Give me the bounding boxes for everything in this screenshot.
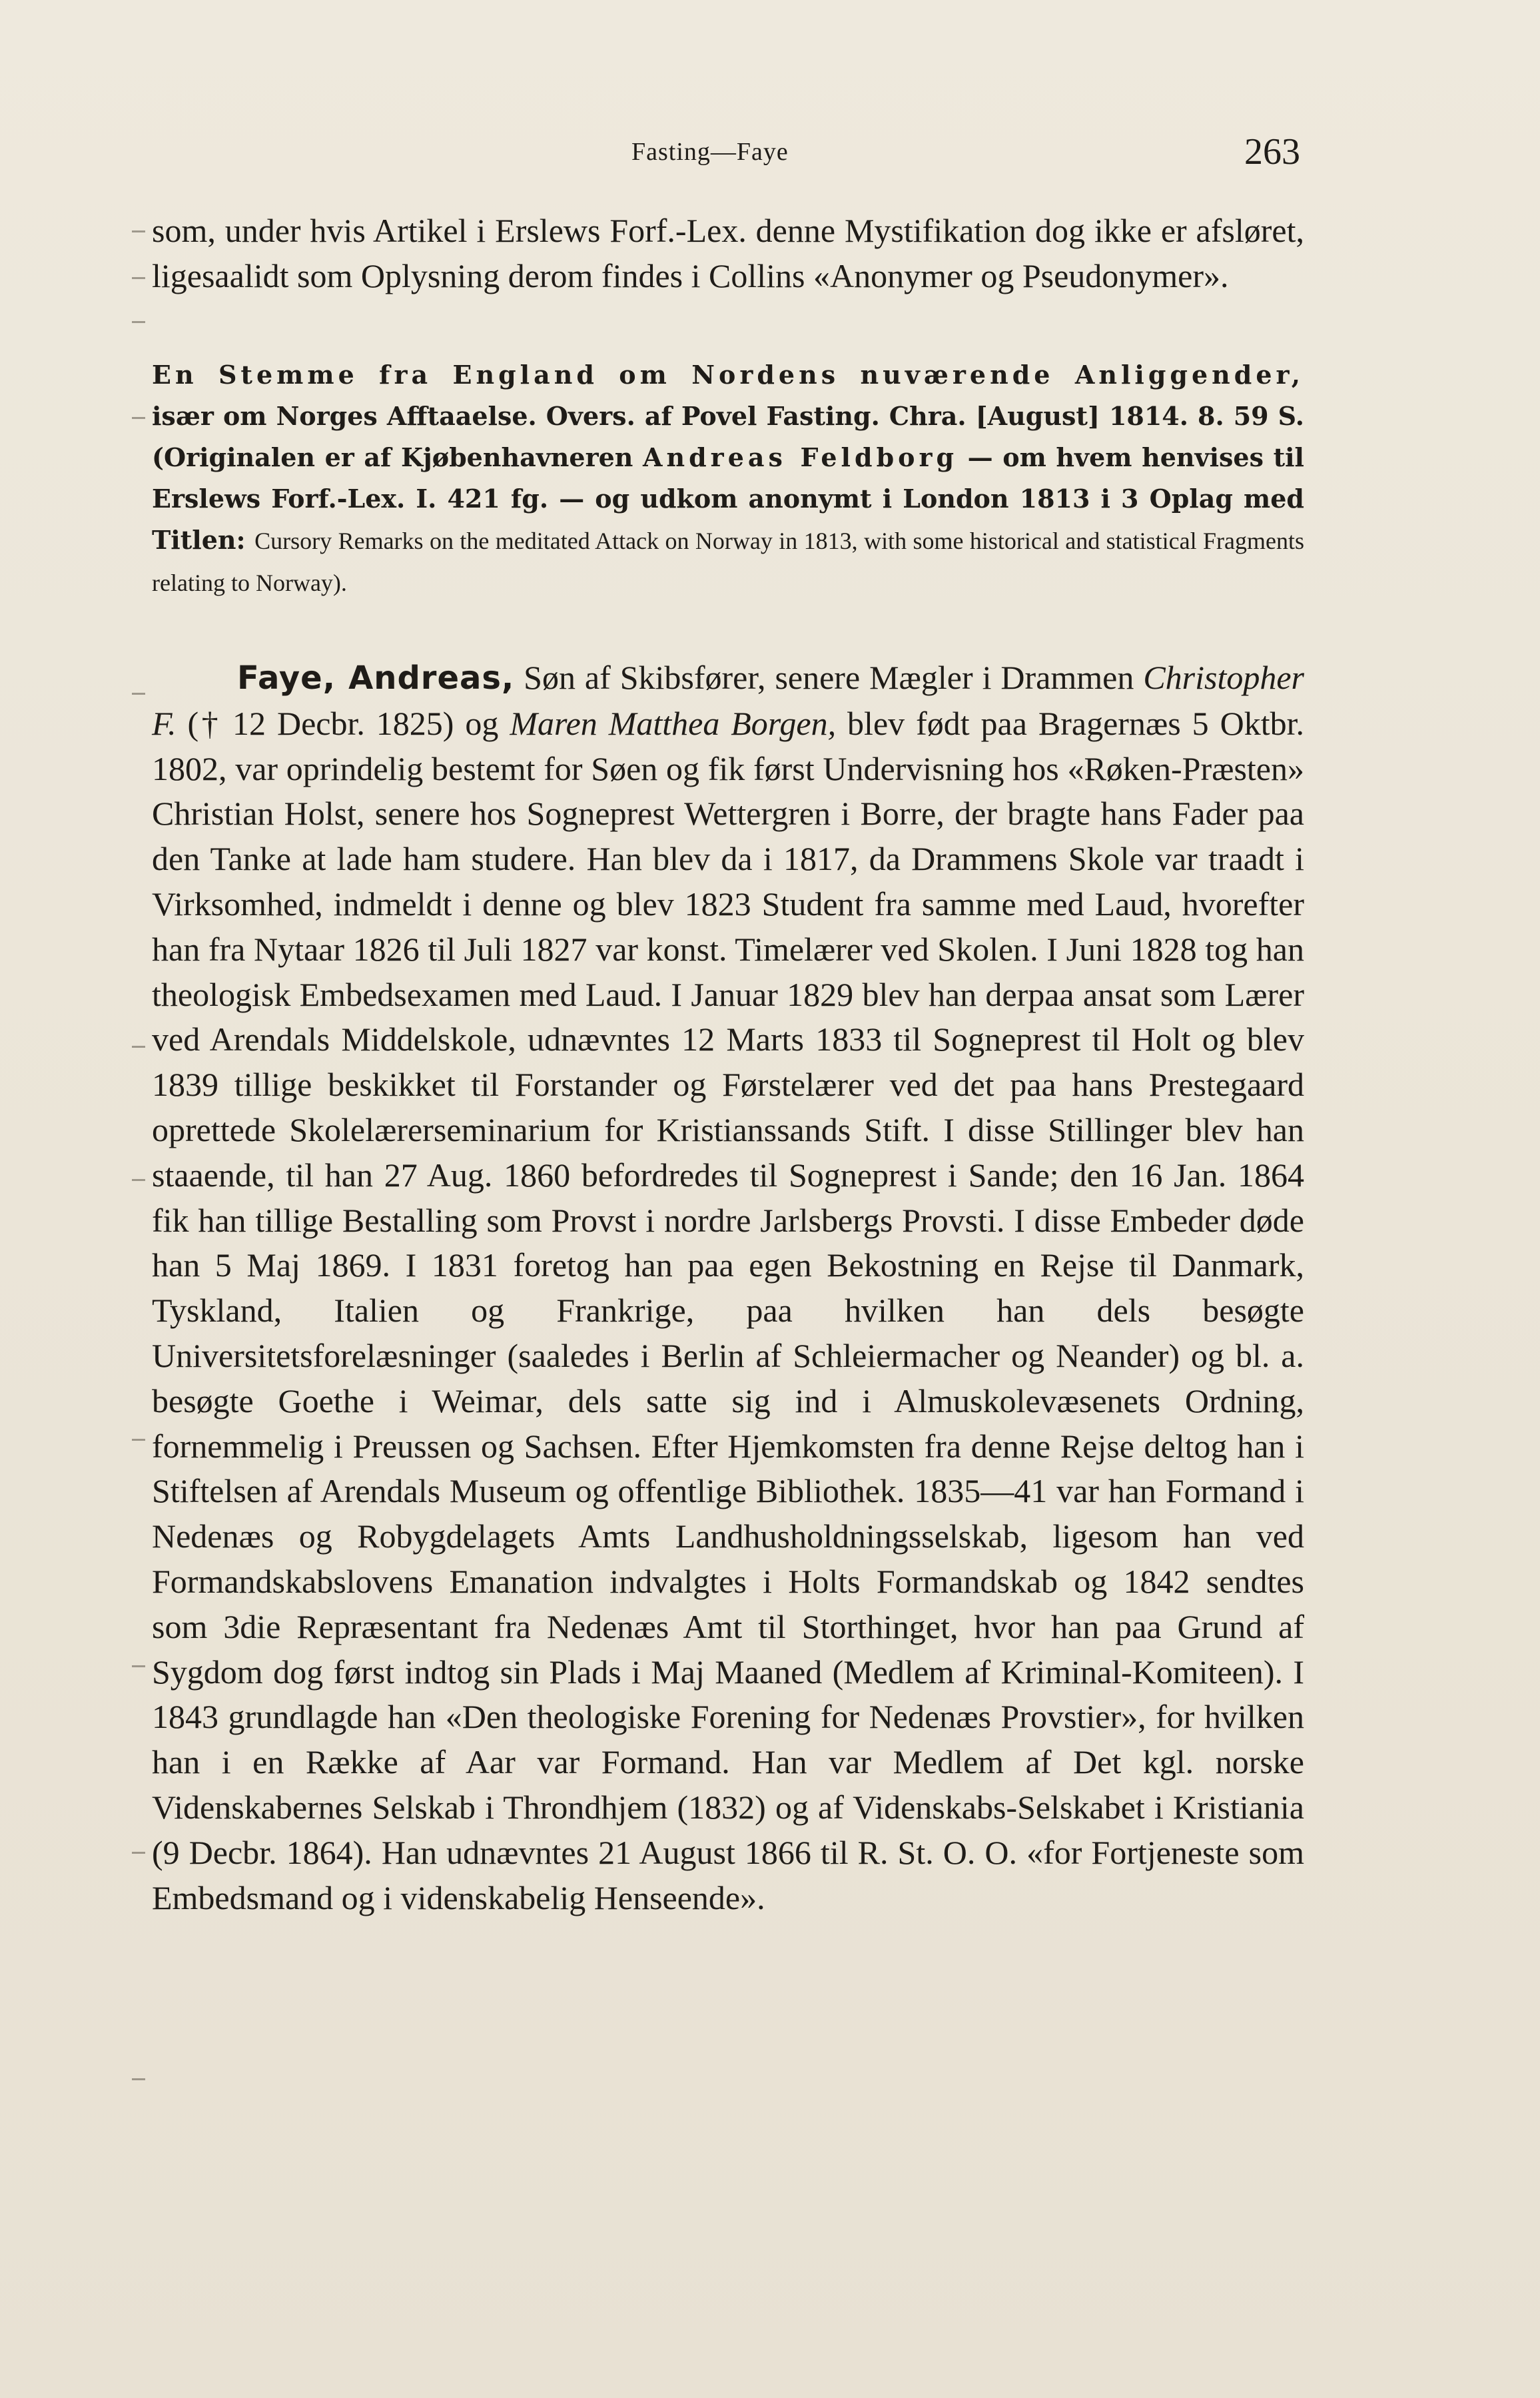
- running-head: Fasting—Faye: [631, 138, 789, 166]
- margin-mark: [132, 2078, 145, 2080]
- continuation-paragraph: som, under hvis Artikel i Erslews Forf.-Lex. denne Mystifikation dog ikke er afsløret, ligesaalidt som Oplysning derom findes i Collins «Anonymer og Pseudonymer».: [152, 212, 1304, 294]
- mother-name: Maren Matthea Borgen,: [510, 704, 837, 742]
- bibliography-entry: [152, 354, 1304, 603]
- page-header: [0, 131, 1540, 177]
- margin-mark: [132, 1439, 145, 1441]
- margin-mark: [132, 1179, 145, 1181]
- english-title: Cursory Remarks on the meditated Attack on Norway in 1813, with some historical and statistical Fragments relating to Norway).: [152, 528, 1304, 596]
- father-name: Christopher F.: [152, 659, 1305, 742]
- work-details: især om Norges Afftaaelse. Overs. af Povel Fasting. Chra. [August] 1814. 8. 59 S. (Originalen er af Kjøbenhavneren: [152, 401, 1304, 472]
- page-number: 263: [1244, 131, 1300, 173]
- binding-margin-marks: [132, 220, 152, 2152]
- margin-mark: [132, 417, 145, 419]
- biography-entry: [152, 655, 1304, 1920]
- original-author: Andreas Feldborg: [643, 442, 959, 472]
- margin-mark: [132, 1665, 145, 1667]
- biography-text-3: blev født paa Bragernæs 5 Oktbr. 1802, var oprindelig bestemt for Søen og fik først Undervisning hos «Røken-Præsten» Christian Holst, senere hos Sogneprest Wettergren i Borre, der bragte hans Fader paa den Tanke at lade ham studere. Han blev da i 1817, da Drammens Skole var traadt i Virksomhed, indmeldt i denne og blev 1823 Student fra samme med Laud, hvorefter han fra Nytaar 1826 til Juli 1827 var konst. Timelærer ved Skolen. I Juni 1828 tog han theologisk Embedsexamen med Laud. I Januar 1829 blev han derpaa ansat som Lærer ved Arendals Middelskole, udnævntes 12 Marts 1833 til Sogneprest til Holt og blev 1839 tillige beskikket til Forstander og Førstelærer ved det paa hans Prestegaard oprettede Skolelærerseminarium for Kristianssands Stift. I disse Stillinger blev han staaende, til han 27 Aug. 1860 befordredes til Sogneprest i Sande; den 16 Jan. 1864 fik han tillige Bestalling som Provst i nordre Jarlsbergs Provsti. I disse Embeder døde han 5 Maj 1869. I 1831 foretog han paa egen Bekostning en Rejse til Danmark, Tyskland, Italien og Frankrige, paa hvilken han dels besøgte Universitetsforelæsninger (saaledes i Berlin af Schleiermacher og Neander) og bl. a. besøgte Goethe i Weimar, dels satte sig ind i Almuskolevæsenets Ordning, fornemmelig i Preussen og Sachsen. Efter Hjemkomsten fra denne Rejse deltog han i Stiftelsen af Arendals Museum og offentlige Bibliothek. 1835—41 var han Formand i Nedenæs og Robygdelagets Amts Landhusholdningsselskab, ligesom han ved Formandskabslovens Emanation indvalgtes i Holts Formandskab og 1842 sendtes som 3die Repræsentant fra Nedenæs Amt til Storthinget, hvor han paa Grund af Sygdom dog først indtog sin Plads i Maj Maaned (Medlem af Kriminal-Komiteen). I 1843 grundlagde han «Den theologiske Forening for Nedenæs Provstier», for hvilken han i en Række af Aar var Formand. Han var Medlem af Det kgl. norske Videnskabernes Selskab i Throndhjem (1832) og af Videnskabs-Selskabet i Kristiania (9 Decbr. 1864). Han udnævntes 21 August 1866 til R. St. O. O. «for Fortjeneste som Embedsmand og i videnskabelig Henseende».: [152, 704, 1304, 1916]
- margin-mark: [132, 1852, 145, 1854]
- entry-headword: Faye, Andreas,: [237, 659, 515, 697]
- margin-mark: [132, 230, 145, 232]
- work-title: En Stemme fra England om Nordens nuværende Anliggender,: [152, 360, 1304, 390]
- biography-text-2: († 12 Decbr. 1825) og: [176, 704, 510, 742]
- margin-mark: [132, 321, 145, 323]
- margin-mark: [132, 1046, 145, 1048]
- biography-text-1: Søn af Skibsfører, senere Mægler i Drammen: [514, 659, 1144, 696]
- margin-mark: [132, 277, 145, 279]
- margin-mark: [132, 693, 145, 695]
- work-notes: — om hvem henvises til Erslews Forf.-Lex. I. 421 fg. — og udkom anonymt i London 1813 i 3 Oplag med Titlen:: [152, 442, 1304, 555]
